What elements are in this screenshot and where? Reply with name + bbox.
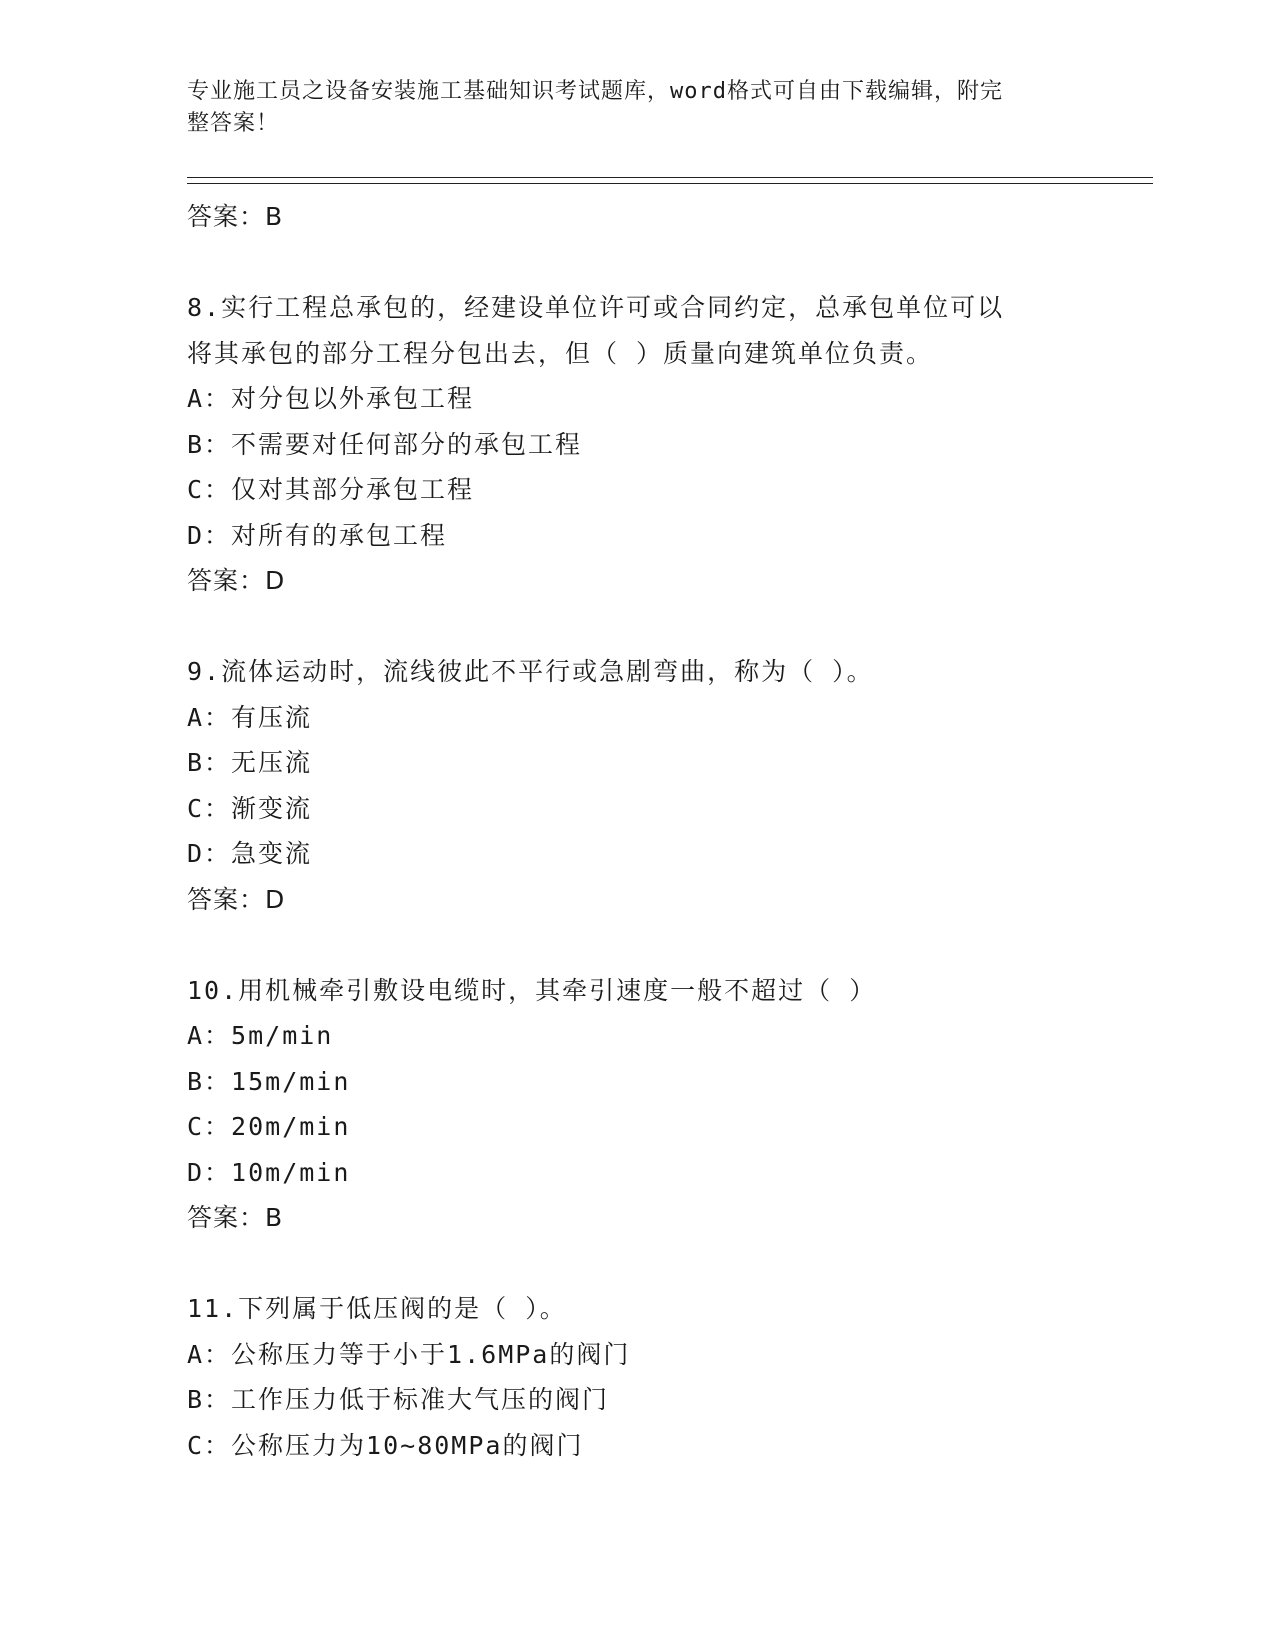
spacer bbox=[187, 240, 1087, 286]
question-9 bbox=[187, 649, 1087, 922]
header-divider-top bbox=[187, 177, 1153, 178]
answer-line: 答案：B bbox=[187, 1203, 284, 1232]
option-b: B：15m/min bbox=[187, 1066, 351, 1096]
document-header bbox=[187, 76, 1087, 140]
option-d: D：10m/min bbox=[187, 1157, 351, 1187]
question-stem: 10.用机械牵引敷设电缆时，其牵引速度一般不超过（ ） bbox=[187, 975, 877, 1005]
option-c: C：渐变流 bbox=[187, 793, 313, 823]
option-b: B：不需要对任何部分的承包工程 bbox=[187, 429, 583, 459]
option-a: A：5m/min bbox=[187, 1021, 334, 1050]
header-line-2: 整答案！ bbox=[187, 111, 280, 136]
header-divider-bottom bbox=[187, 183, 1153, 184]
spacer bbox=[187, 922, 1087, 968]
question-stem: 将其承包的部分工程分包出去，但（ ）质量向建筑单位负责。 bbox=[187, 338, 934, 368]
answer-line: 答案：D bbox=[187, 566, 286, 595]
spacer bbox=[187, 604, 1087, 650]
question-stem: 8.实行工程总承包的，经建设单位许可或合同约定，总承包单位可以 bbox=[187, 293, 1005, 322]
option-c: C：仅对其部分承包工程 bbox=[187, 475, 475, 504]
question-10 bbox=[187, 968, 1087, 1241]
option-a: A：公称压力等于小于1.6MPa的阀门 bbox=[187, 1339, 631, 1369]
document-body bbox=[187, 194, 1087, 1468]
question-stem: 11.下列属于低压阀的是（ ）。 bbox=[187, 1294, 567, 1323]
answer-line: 答案：D bbox=[187, 884, 286, 914]
question-stem: 9.流体运动时，流线彼此不平行或急剧弯曲，称为（ ）。 bbox=[187, 657, 874, 686]
option-a: A：对分包以外承包工程 bbox=[187, 384, 475, 413]
spacer bbox=[187, 1241, 1087, 1287]
option-a: A：有压流 bbox=[187, 702, 313, 732]
question-11 bbox=[187, 1286, 1087, 1468]
option-d: D：对所有的承包工程 bbox=[187, 520, 448, 550]
header-line-1: 专业施工员之设备安装施工基础知识考试题库，word格式可自由下载编辑，附完 bbox=[187, 79, 1003, 104]
answer-line: 答案：B bbox=[187, 202, 284, 231]
option-c: C：公称压力为10~80MPa的阀门 bbox=[187, 1430, 584, 1460]
option-b: B：工作压力低于标准大气压的阀门 bbox=[187, 1385, 610, 1414]
option-b: B：无压流 bbox=[187, 748, 313, 777]
question-8 bbox=[187, 285, 1087, 604]
option-c: C：20m/min bbox=[187, 1112, 351, 1141]
option-d: D：急变流 bbox=[187, 839, 313, 868]
